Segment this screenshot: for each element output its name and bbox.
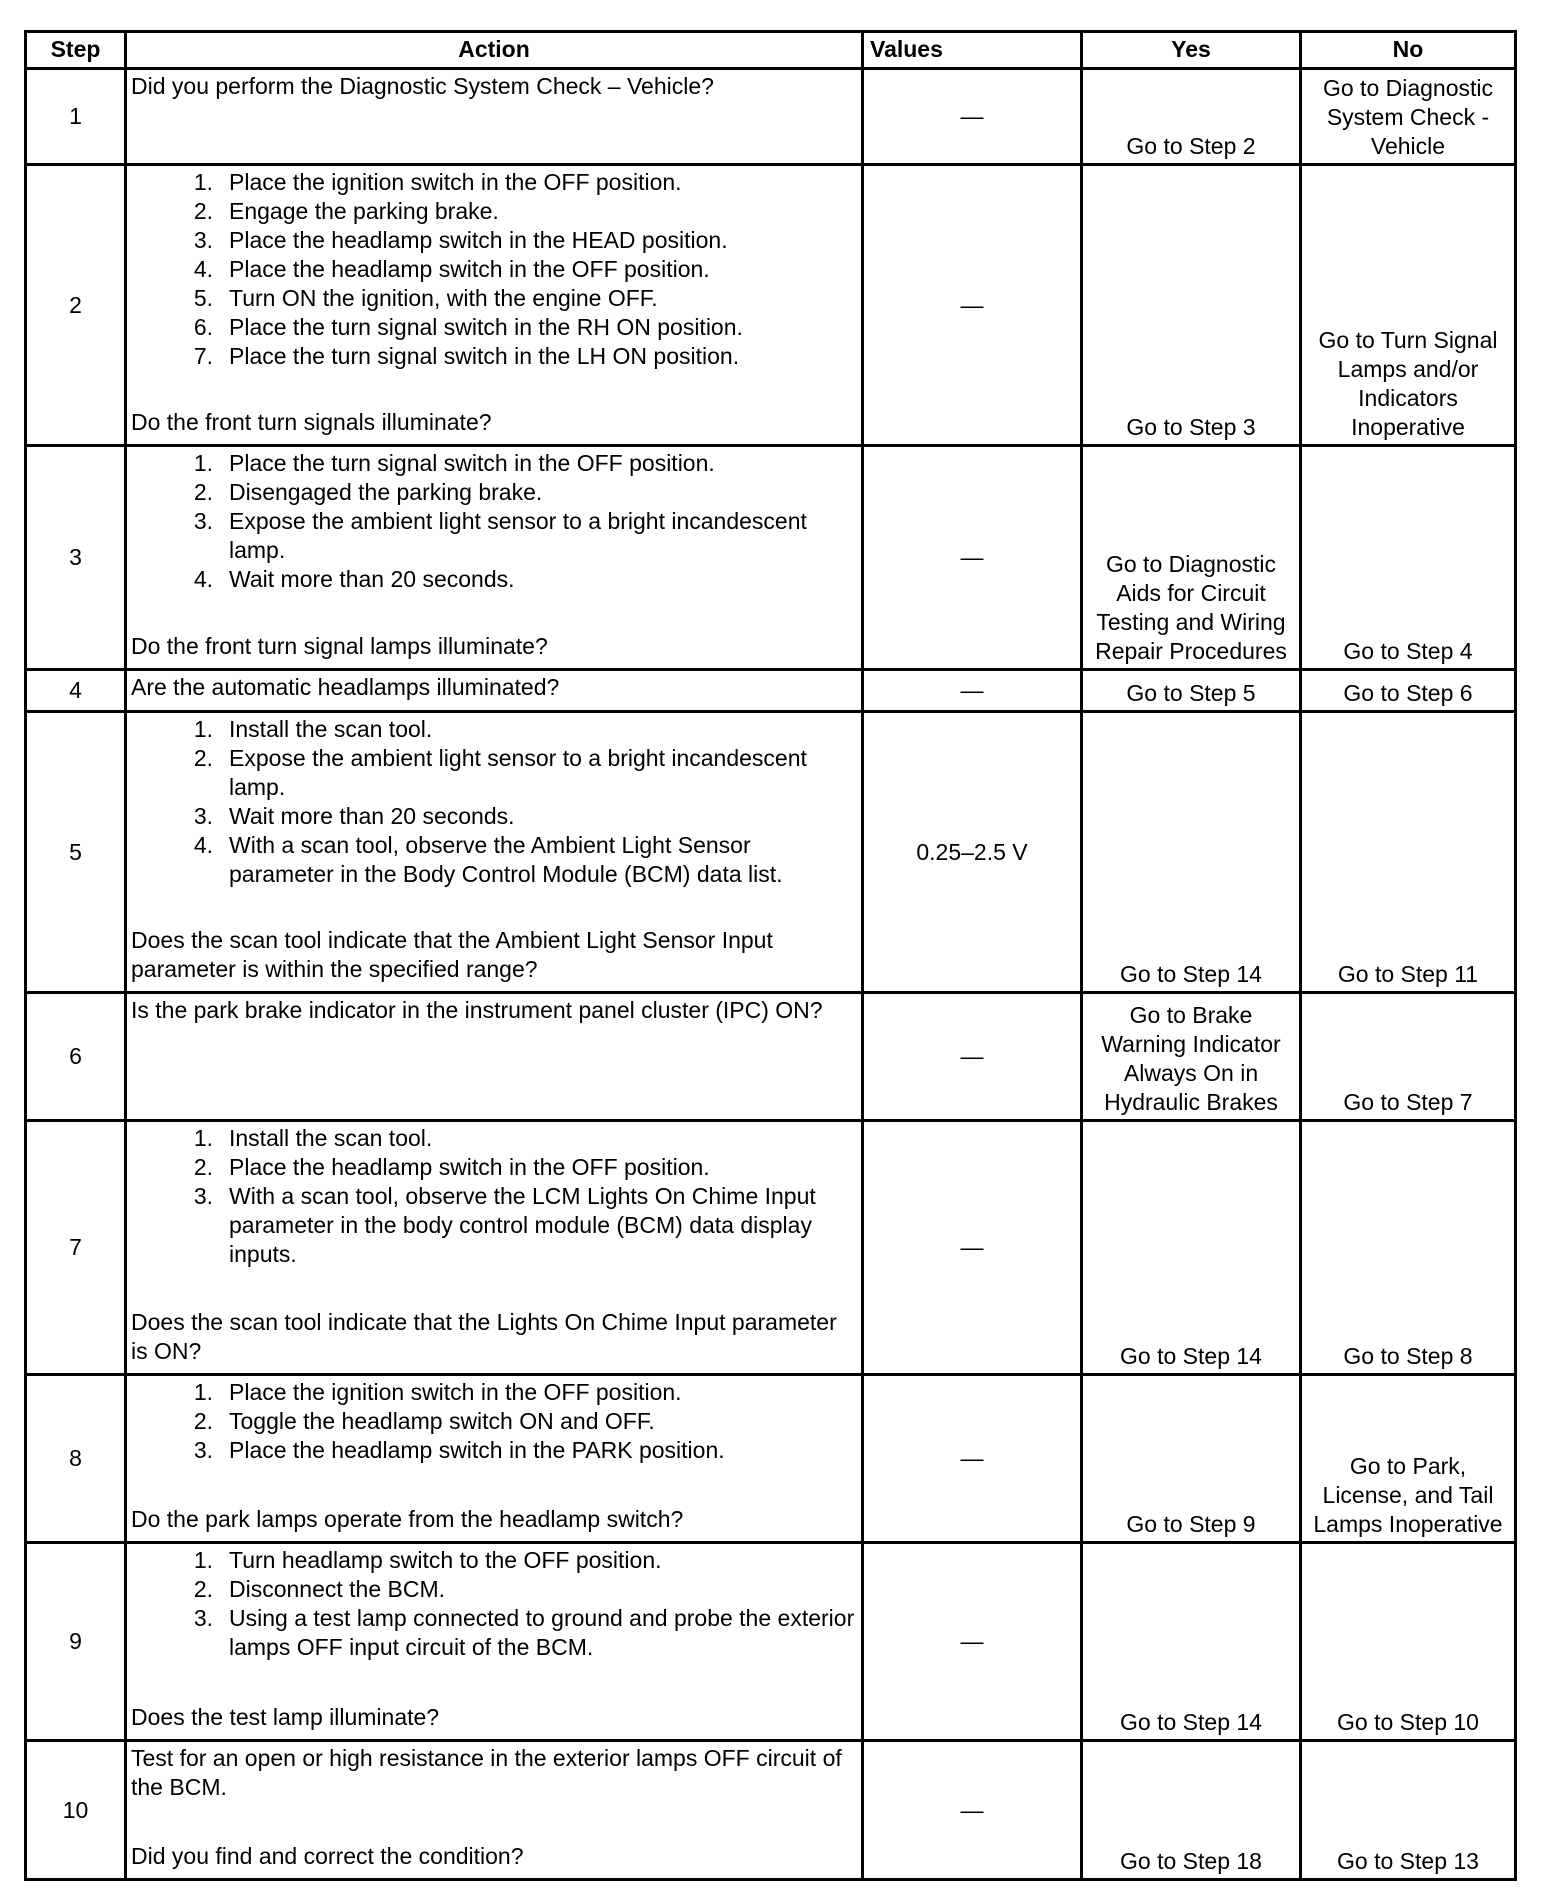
action-cell [126, 69, 863, 165]
action-step-text: Turn ON the ignition, with the engine OFF. [229, 285, 658, 311]
action-question: Does the test lamp illuminate? [131, 1704, 440, 1730]
action-cell [126, 1543, 863, 1741]
action-step-text: Disengaged the parking brake. [229, 479, 543, 505]
action-step-number: 4. [193, 566, 213, 592]
action-step-number: 7. [193, 343, 213, 369]
action-step-item [131, 1124, 857, 1153]
action-step-text: With a scan tool, observe the LCM Lights On Chime Input parameter in the body control module (BCM) data display inputs. [229, 1183, 816, 1267]
action-step-item [131, 802, 857, 831]
action-step-item [131, 255, 857, 284]
action-step-number: 1. [193, 169, 213, 195]
action-step-number: 3. [193, 227, 213, 253]
action-cell [126, 712, 863, 993]
action-step-item [131, 1604, 857, 1662]
action-step-number: 3. [193, 1437, 213, 1463]
action-step-number: 1. [193, 1547, 213, 1573]
action-question: Are the automatic headlamps illuminated? [131, 674, 560, 700]
action-step-number: 2. [193, 1408, 213, 1434]
action-step-text: Place the turn signal switch in the LH ON position. [229, 343, 740, 369]
no-cell: Go to Step 11 [1301, 712, 1516, 993]
no-cell: Go to Turn Signal Lamps and/or Indicators Inoperative [1301, 165, 1516, 446]
action-steps-list [131, 1378, 857, 1465]
header-yes: Yes [1082, 32, 1301, 69]
action-step-item [131, 565, 857, 594]
table-row [26, 165, 1516, 446]
action-step-number: 3. [193, 1605, 213, 1631]
table-row [26, 993, 1516, 1121]
action-question: Do the park lamps operate from the headlamp switch? [131, 1506, 684, 1532]
step-number: 10 [26, 1741, 126, 1880]
no-cell: Go to Step 6 [1301, 670, 1516, 712]
action-step-number: 2. [193, 198, 213, 224]
action-step-text: Wait more than 20 seconds. [229, 803, 515, 829]
action-step-number: 1. [193, 1125, 213, 1151]
table-row [26, 69, 1516, 165]
header-action: Action [126, 32, 863, 69]
step-number: 4 [26, 670, 126, 712]
action-step-item [131, 1575, 857, 1604]
action-step-text: Place the ignition switch in the OFF position. [229, 1379, 682, 1405]
values-cell: — [863, 1543, 1082, 1741]
action-question: Do the front turn signal lamps illuminate? [131, 633, 548, 659]
action-question: Does the scan tool indicate that the Ambient Light Sensor Input parameter is within the specified range? [131, 927, 773, 982]
action-step-number: 2. [193, 479, 213, 505]
action-step-item [131, 284, 857, 313]
action-step-number: 4. [193, 832, 213, 858]
action-cell [126, 1741, 863, 1880]
action-step-item [131, 313, 857, 342]
no-cell: Go to Park, License, and Tail Lamps Inoperative [1301, 1375, 1516, 1543]
action-step-text: Using a test lamp connected to ground and probe the exterior lamps OFF input circuit of the BCM. [229, 1605, 855, 1660]
header-row [26, 32, 1516, 69]
step-number: 2 [26, 165, 126, 446]
action-step-item [131, 1378, 857, 1407]
action-step-text: Install the scan tool. [229, 716, 433, 742]
action-step-text: Expose the ambient light sensor to a bright incandescent lamp. [229, 508, 807, 563]
action-step-item [131, 1407, 857, 1436]
action-step-number: 3. [193, 1183, 213, 1209]
step-number: 8 [26, 1375, 126, 1543]
action-step-item [131, 168, 857, 197]
action-step-item [131, 715, 857, 744]
yes-cell: Go to Step 2 [1082, 69, 1301, 165]
action-step-number: 3. [193, 803, 213, 829]
action-cell [126, 670, 863, 712]
values-cell: — [863, 1375, 1082, 1543]
action-cell [126, 993, 863, 1121]
action-step-item [131, 1546, 857, 1575]
action-step-text: Install the scan tool. [229, 1125, 433, 1151]
action-step-item [131, 831, 857, 889]
action-step-item [131, 1153, 857, 1182]
yes-cell: Go to Step 9 [1082, 1375, 1301, 1543]
action-step-text: Toggle the headlamp switch ON and OFF. [229, 1408, 655, 1434]
action-step-text: With a scan tool, observe the Ambient Light Sensor parameter in the Body Control Module (BCM) data list. [229, 832, 783, 887]
values-cell: — [863, 165, 1082, 446]
yes-cell: Go to Step 18 [1082, 1741, 1301, 1880]
yes-cell: Go to Step 14 [1082, 1543, 1301, 1741]
action-steps-list [131, 168, 857, 371]
step-number: 5 [26, 712, 126, 993]
action-step-text: Wait more than 20 seconds. [229, 566, 515, 592]
action-step-text: Expose the ambient light sensor to a bright incandescent lamp. [229, 745, 807, 800]
action-step-item [131, 478, 857, 507]
step-number: 1 [26, 69, 126, 165]
action-step-number: 2. [193, 1576, 213, 1602]
action-step-number: 6. [193, 314, 213, 340]
values-cell: — [863, 1121, 1082, 1375]
action-step-number: 3. [193, 508, 213, 534]
step-number: 3 [26, 446, 126, 670]
table-row [26, 446, 1516, 670]
no-cell: Go to Step 8 [1301, 1121, 1516, 1375]
action-question: Does the scan tool indicate that the Lights On Chime Input parameter is ON? [131, 1309, 837, 1364]
table-row [26, 1543, 1516, 1741]
action-question: Do the front turn signals illuminate? [131, 409, 492, 435]
table-row [26, 670, 1516, 712]
action-step-text: Place the headlamp switch in the OFF position. [229, 1154, 710, 1180]
action-step-text: Engage the parking brake. [229, 198, 499, 224]
action-cell [126, 1375, 863, 1543]
yes-cell: Go to Step 14 [1082, 1121, 1301, 1375]
action-step-text: Place the headlamp switch in the OFF position. [229, 256, 710, 282]
yes-cell: Go to Brake Warning Indicator Always On in Hydraulic Brakes [1082, 993, 1301, 1121]
action-step-text: Place the ignition switch in the OFF position. [229, 169, 682, 195]
action-step-number: 5. [193, 285, 213, 311]
header-step: Step [26, 32, 126, 69]
action-steps-list [131, 1546, 857, 1662]
table-row [26, 1375, 1516, 1543]
action-step-number: 2. [193, 1154, 213, 1180]
action-cell [126, 446, 863, 670]
no-cell: Go to Step 13 [1301, 1741, 1516, 1880]
no-cell: Go to Step 10 [1301, 1543, 1516, 1741]
yes-cell: Go to Step 3 [1082, 165, 1301, 446]
action-preface: Test for an open or high resistance in the exterior lamps OFF circuit of the BCM. [131, 1745, 842, 1800]
table-row [26, 712, 1516, 993]
no-cell: Go to Step 4 [1301, 446, 1516, 670]
action-step-item [131, 342, 857, 371]
yes-cell: Go to Diagnostic Aids for Circuit Testing and Wiring Repair Procedures [1082, 446, 1301, 670]
action-cell [126, 1121, 863, 1375]
table-row [26, 1121, 1516, 1375]
values-cell: — [863, 446, 1082, 670]
table-row [26, 1741, 1516, 1880]
action-step-item [131, 744, 857, 802]
action-step-item [131, 1182, 857, 1269]
step-number: 6 [26, 993, 126, 1121]
yes-cell: Go to Step 5 [1082, 670, 1301, 712]
action-question: Did you find and correct the condition? [131, 1843, 524, 1869]
action-step-item [131, 449, 857, 478]
action-question: Is the park brake indicator in the instrument panel cluster (IPC) ON? [131, 997, 823, 1023]
action-step-item [131, 197, 857, 226]
action-step-text: Place the headlamp switch in the HEAD position. [229, 227, 728, 253]
action-step-number: 2. [193, 745, 213, 771]
action-step-text: Place the headlamp switch in the PARK position. [229, 1437, 725, 1463]
action-step-number: 1. [193, 1379, 213, 1405]
action-step-item [131, 226, 857, 255]
action-step-item [131, 507, 857, 565]
action-step-number: 1. [193, 450, 213, 476]
action-step-item [131, 1436, 857, 1465]
action-steps-list [131, 449, 857, 594]
step-number: 7 [26, 1121, 126, 1375]
action-steps-list [131, 1124, 857, 1269]
action-step-text: Disconnect the BCM. [229, 1576, 446, 1602]
yes-cell: Go to Step 14 [1082, 712, 1301, 993]
values-cell: — [863, 670, 1082, 712]
header-no: No [1301, 32, 1516, 69]
action-step-number: 1. [193, 716, 213, 742]
header-values: Values [863, 32, 1082, 69]
action-step-number: 4. [193, 256, 213, 282]
action-step-text: Turn headlamp switch to the OFF position. [229, 1547, 662, 1573]
action-cell [126, 165, 863, 446]
action-step-text: Place the turn signal switch in the OFF position. [229, 450, 715, 476]
action-step-text: Place the turn signal switch in the RH ON position. [229, 314, 743, 340]
values-cell: — [863, 1741, 1082, 1880]
diagnostic-table [24, 30, 1517, 1881]
values-cell: — [863, 69, 1082, 165]
action-question: Did you perform the Diagnostic System Check – Vehicle? [131, 73, 714, 99]
values-cell: — [863, 993, 1082, 1121]
action-steps-list [131, 715, 857, 889]
no-cell: Go to Step 7 [1301, 993, 1516, 1121]
step-number: 9 [26, 1543, 126, 1741]
values-cell: 0.25–2.5 V [863, 712, 1082, 993]
no-cell: Go to Diagnostic System Check - Vehicle [1301, 69, 1516, 165]
